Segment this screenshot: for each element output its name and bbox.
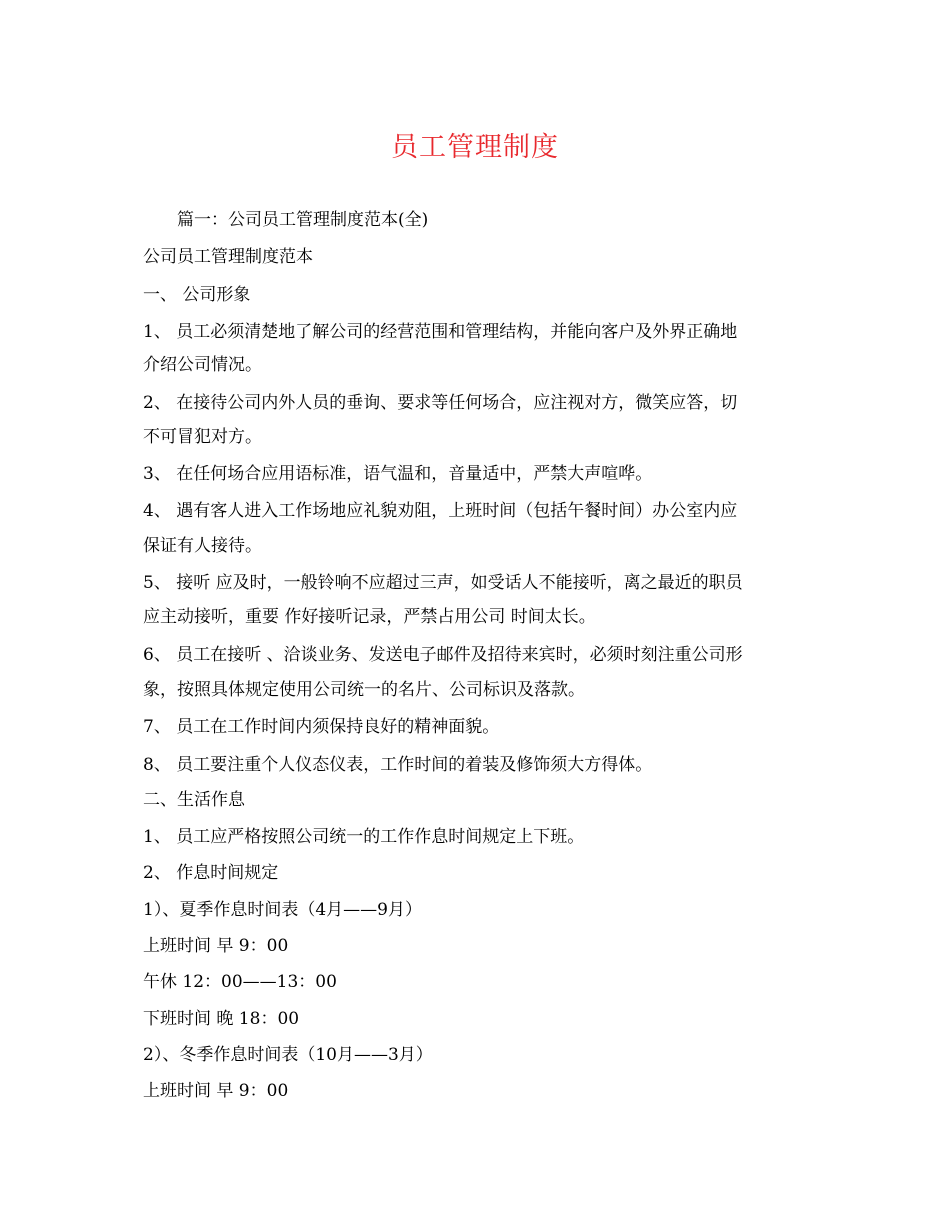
paragraph-line: 1、 员工应严格按照公司统一的工作作息时间规定上下班。 [143, 827, 585, 847]
document-title: 员工管理制度 [391, 132, 559, 163]
schedule-entry: 下班时间 晚 18：00 [143, 1009, 300, 1029]
paragraph-line: 保证有人接待。 [143, 536, 262, 556]
paragraph-line: 应主动接听，重要 作好接听记录，严禁占用公司 时间太长。 [143, 607, 596, 627]
paragraph-line: 不可冒犯对方。 [143, 427, 262, 447]
paragraph-line: 5、 接听 应及时，一般铃响不应超过三声，如受话人不能接听，离之最近的职员 [143, 573, 743, 593]
paragraph-line: 象，按照具体规定使用公司统一的名片、公司标识及落款。 [143, 680, 585, 700]
paragraph-line: 4、 遇有客人进入工作场地应礼貌劝阻，上班时间（包括午餐时间）办公室内应 [143, 501, 738, 521]
winter-schedule-heading: 2）、冬季作息时间表（10月——3月） [143, 1045, 433, 1065]
paragraph-line: 3、 在任何场合应用语标准，语气温和，音量适中，严禁大声喧哗。 [143, 464, 653, 484]
section-company-image: 一、 公司形象 [143, 285, 251, 305]
paragraph-line: 6、 员工在接听 、洽谈业务、发送电子邮件及招待来宾时，必须时刻注重公司形 [143, 645, 743, 665]
paragraph-line: 8、 员工要注重个人仪态仪表，工作时间的着装及修饰须大方得体。 [143, 755, 653, 775]
schedule-entry: 午休 12：00——13：00 [143, 972, 337, 992]
paragraph-line: 介绍公司情况。 [143, 355, 262, 375]
paragraph-line: 1、 员工必须清楚地了解公司的经营范围和管理结构，并能向客户及外界正确地 [143, 322, 738, 342]
paragraph-line: 7、 员工在工作时间内须保持良好的精神面貌。 [143, 717, 500, 737]
section-daily-schedule: 二、生活作息 [143, 790, 245, 810]
paragraph-line: 2、 在接待公司内外人员的垂询、要求等任何场合，应注视对方，微笑应答，切 [143, 393, 738, 413]
schedule-entry: 上班时间 早 9：00 [143, 936, 289, 956]
section-heading-1: 篇一：公司员工管理制度范本(全) [177, 210, 429, 230]
subtitle: 公司员工管理制度范本 [143, 247, 313, 267]
schedule-entry: 上班时间 早 9：00 [143, 1081, 289, 1101]
summer-schedule-heading: 1）、夏季作息时间表（4月——9月） [143, 900, 422, 920]
paragraph-line: 2、 作息时间规定 [143, 863, 279, 883]
